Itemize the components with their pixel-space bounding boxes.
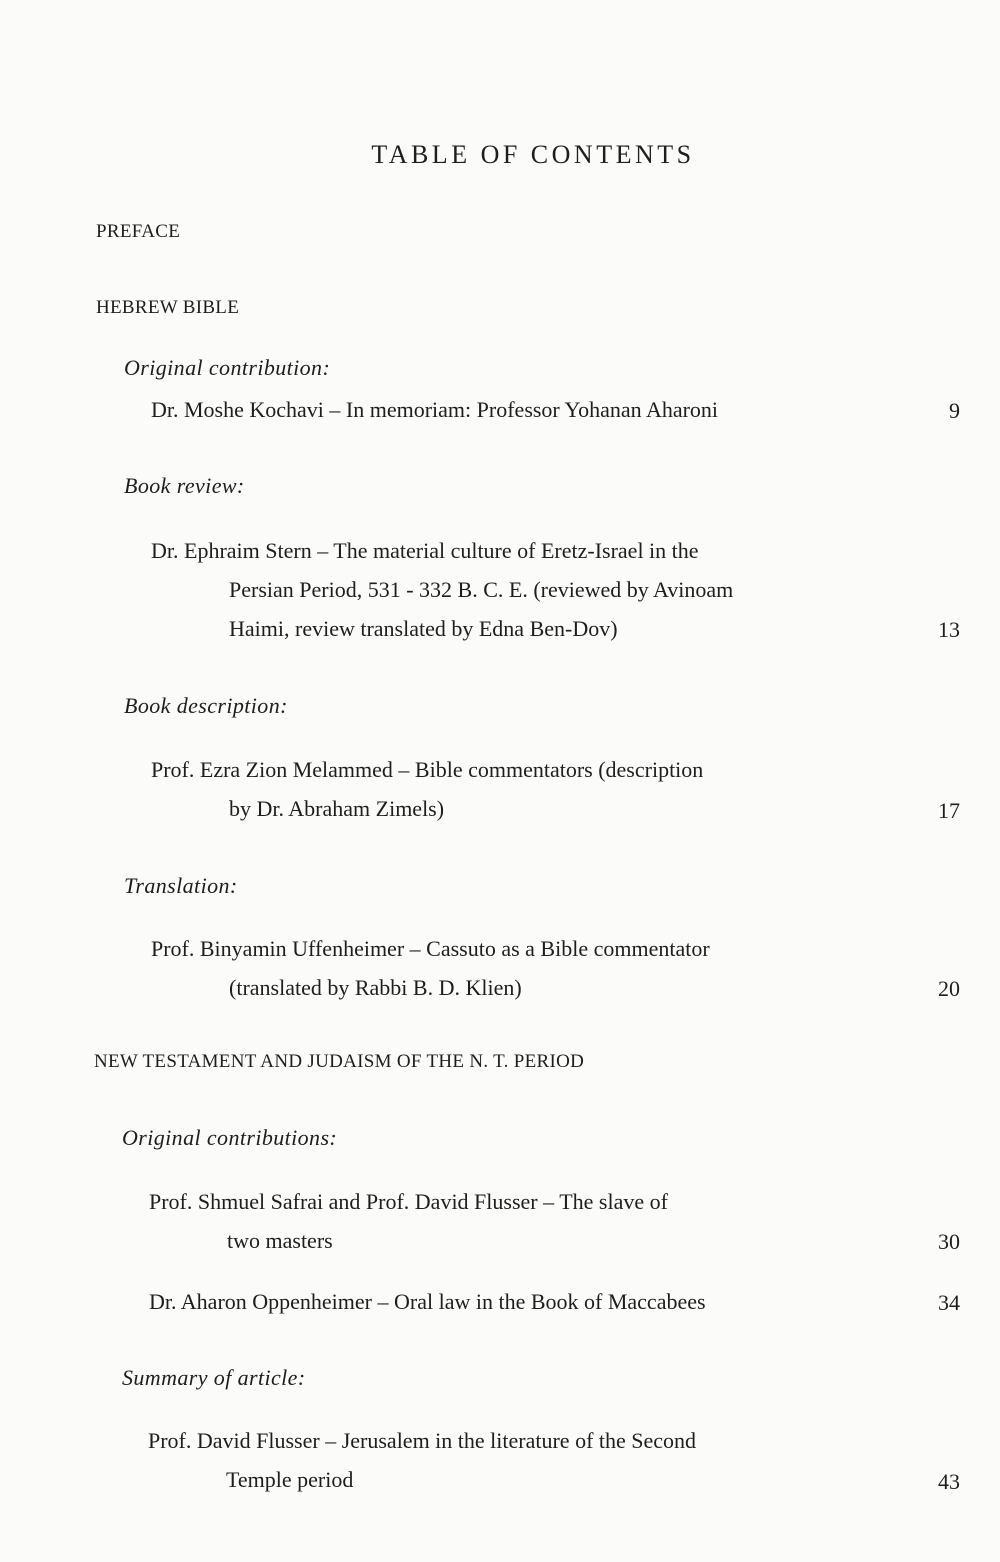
toc-entry: [151, 531, 891, 648]
toc-entry: [148, 1421, 888, 1499]
entry-line: by Dr. Abraham Zimels): [229, 796, 445, 821]
page-number: 30: [938, 1229, 960, 1254]
entry-line: Prof. Ezra Zion Melammed – Bible commentators (description: [151, 757, 704, 782]
toc-entry: [151, 750, 891, 828]
page-number: 43: [938, 1469, 960, 1494]
page-number: 17: [938, 798, 960, 823]
page-number: 9: [949, 398, 960, 423]
entry-line: Haimi, review translated by Edna Ben-Dov): [229, 616, 618, 641]
entry-line: (translated by Rabbi B. D. Klien): [229, 975, 522, 1000]
entry-line: Prof. Shmuel Safrai and Prof. David Flusser – The slave of: [149, 1189, 668, 1214]
entry-line: Prof. David Flusser – Jerusalem in the literature of the Second: [148, 1428, 697, 1453]
entry-line: Dr. Moshe Kochavi – In memoriam: Professor Yohanan Aharoni: [151, 397, 719, 422]
entry-line: Dr. Aharon Oppenheimer – Oral law in the Book of Maccabees: [149, 1289, 706, 1314]
entry-line: two masters: [227, 1228, 333, 1253]
category-original-contributions: Original contributions:: [122, 1125, 338, 1150]
page-number: 34: [938, 1290, 960, 1315]
section-hebrew-bible: HEBREW BIBLE: [96, 297, 240, 318]
toc-entry: [149, 1282, 889, 1321]
category-book-description: Book description:: [124, 693, 288, 718]
toc-entry: [151, 929, 891, 1007]
category-book-review: Book review:: [124, 473, 245, 498]
entry-line: Dr. Ephraim Stern – The material culture of Eretz-Israel in the: [151, 538, 699, 563]
section-new-testament: NEW TESTAMENT AND JUDAISM OF THE N. T. PERIOD: [94, 1051, 585, 1072]
entry-line: Prof. Binyamin Uffenheimer – Cassuto as a Bible commentator: [151, 936, 710, 961]
category-translation: Translation:: [124, 873, 238, 898]
section-preface: PREFACE: [96, 221, 181, 242]
page-number: 20: [938, 976, 960, 1001]
category-summary-of-article: Summary of article:: [122, 1365, 306, 1390]
page-number: 13: [938, 617, 960, 642]
page-title: TABLE OF CONTENTS: [371, 140, 695, 169]
toc-entry: [151, 390, 891, 429]
entry-line: Temple period: [226, 1467, 354, 1492]
entry-line: Persian Period, 531 - 332 B. C. E. (reviewed by Avinoam: [229, 577, 734, 602]
category-original-contribution: Original contribution:: [124, 355, 331, 380]
toc-entry: [149, 1182, 889, 1260]
